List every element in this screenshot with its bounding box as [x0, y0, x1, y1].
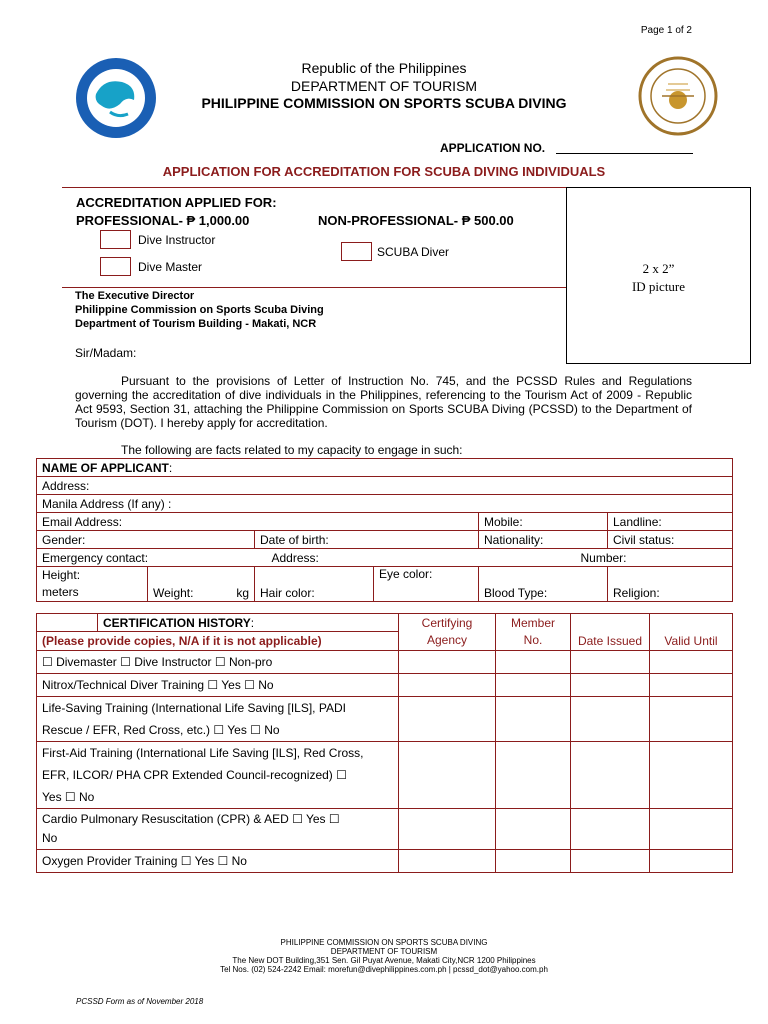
dive-master-checkbox[interactable]: [100, 257, 131, 276]
first-aid-line3: Yes ☐ No: [42, 790, 95, 804]
cert-blank-cell: [37, 614, 98, 632]
cert-cell[interactable]: [650, 674, 733, 697]
name-of-applicant-field[interactable]: NAME OF APPLICANT:: [37, 459, 733, 477]
footer-contact: Tel Nos. (02) 524-2242 Email: morefun@divephilippines.com.ph | pcssd_dot@yahoo.com.ph: [220, 965, 548, 974]
facts-line: The following are facts related to my capacity to engage in such:: [121, 443, 463, 457]
cert-row-cpr[interactable]: [37, 809, 399, 850]
cert-heading-cell: CERTIFICATION HISTORY:: [98, 614, 399, 632]
emergency-contact-label: Emergency contact:: [42, 550, 149, 565]
cert-cell[interactable]: [496, 742, 571, 809]
life-saving-line1: Life-Saving Training (International Life Saving [ILS], PADI: [42, 701, 346, 715]
divider: [62, 287, 566, 288]
non-professional-label: NON-PROFESSIONAL- ₱ 500.00: [318, 213, 514, 228]
footer-department: DEPARTMENT OF TOURISM: [330, 947, 438, 956]
cert-cell[interactable]: [571, 651, 650, 674]
cert-cell[interactable]: [399, 742, 496, 809]
id-picture-label: ID picture: [631, 279, 686, 294]
professional-label: PROFESSIONAL- ₱ 1,000.00: [76, 213, 250, 228]
cert-row-life-saving[interactable]: [37, 697, 399, 742]
application-no-field[interactable]: [556, 153, 693, 154]
footer-address: The New DOT Building,351 Sen. Gil Puyat Avenue, Makati City,NCR 1200 Philippines: [232, 956, 536, 965]
cert-cell[interactable]: [650, 651, 733, 674]
cpr-line2: No: [42, 831, 58, 845]
divider: [62, 187, 566, 188]
addressee-title: The Executive Director: [75, 290, 195, 302]
header-commission: PHILIPPINE COMMISSION ON SPORTS SCUBA DIVING: [201, 95, 567, 111]
hair-color-field[interactable]: Hair color:: [255, 567, 374, 602]
cert-cell[interactable]: [650, 809, 733, 850]
cert-cell[interactable]: [650, 742, 733, 809]
cert-cell[interactable]: [650, 850, 733, 873]
dive-instructor-label: Dive Instructor: [138, 233, 216, 247]
application-no-label: APPLICATION NO.: [440, 141, 546, 155]
emergency-contact-row[interactable]: [37, 549, 733, 567]
cert-cell[interactable]: [571, 742, 650, 809]
addressee-location: Department of Tourism Building - Makati, NCR: [75, 318, 317, 330]
body-paragraph: Pursuant to the provisions of Letter of Instruction No. 745, and the PCSSD Rules and Regulations governing the accreditation of dive individuals in the Philippines, referencing to the Tourism Act of 2009 - Republic Act 9593, Section 31, attaching the Philippine Commission on Sports SCUBA Diving (PCSSD) to the Department of Tourism (DOT). I hereby apply for accreditation.: [75, 374, 692, 430]
kg-unit: kg: [236, 586, 249, 600]
nationality-field[interactable]: Nationality:: [479, 531, 608, 549]
civil-status-field[interactable]: Civil status:: [608, 531, 733, 549]
first-aid-line1: First-Aid Training (International Life Saving [ILS], Red Cross,: [42, 746, 364, 760]
cert-cell[interactable]: [496, 697, 571, 742]
header-republic: Republic of the Philippines: [301, 60, 467, 76]
certification-table: [36, 613, 733, 873]
religion-field[interactable]: Religion:: [608, 567, 733, 602]
cert-cell[interactable]: [399, 674, 496, 697]
cert-cell[interactable]: [571, 809, 650, 850]
weight-field[interactable]: [148, 567, 255, 602]
scuba-diver-label: SCUBA Diver: [377, 245, 450, 259]
header-department: DEPARTMENT OF TOURISM: [290, 78, 478, 94]
addressee-org: Philippine Commission on Sports Scuba Diving: [75, 304, 324, 316]
eye-color-field[interactable]: Eye color:: [374, 567, 479, 602]
footer-commission: PHILIPPINE COMMISSION ON SPORTS SCUBA DIVING: [280, 938, 488, 947]
col-valid-until: Valid Until: [650, 614, 733, 651]
form-date-note: PCSSD Form as of November 2018: [76, 997, 204, 1006]
gender-field[interactable]: Gender:: [37, 531, 255, 549]
cert-cell[interactable]: [571, 697, 650, 742]
height-field[interactable]: [37, 567, 148, 602]
certification-heading: CERTIFICATION HISTORY: [103, 615, 251, 630]
height-label: Height:: [42, 568, 81, 582]
dive-master-label: Dive Master: [138, 260, 203, 274]
cert-cell[interactable]: [571, 674, 650, 697]
cert-note: (Please provide copies, N/A if it is not applicable): [37, 632, 399, 651]
manila-address-field[interactable]: Manila Address (If any) :: [37, 495, 733, 513]
cpr-line1: Cardio Pulmonary Resuscitation (CPR) & AED ☐ Yes ☐: [42, 812, 340, 826]
cert-cell[interactable]: [571, 850, 650, 873]
landline-field[interactable]: Landline:: [608, 513, 733, 531]
first-aid-line2: EFR, ILCOR/ PHA CPR Extended Council-recognized) ☐: [42, 768, 347, 782]
col-member-no: Member No.: [496, 614, 571, 651]
cert-row-first-aid[interactable]: [37, 742, 399, 809]
form-title: APPLICATION FOR ACCREDITATION FOR SCUBA DIVING INDIVIDUALS: [162, 164, 606, 179]
col-certifying-agency: Certifying Agency: [399, 614, 496, 651]
applicant-table: [36, 458, 733, 602]
cert-row-oxygen[interactable]: Oxygen Provider Training ☐ Yes ☐ No: [37, 850, 399, 873]
cert-cell[interactable]: [399, 697, 496, 742]
id-picture-size: 2 x 2”: [642, 261, 675, 276]
cert-cell[interactable]: [399, 651, 496, 674]
id-picture-box[interactable]: [566, 187, 751, 364]
page-number: Page 1 of 2: [640, 25, 692, 36]
address-field[interactable]: Address:: [37, 477, 733, 495]
blood-type-field[interactable]: Blood Type:: [479, 567, 608, 602]
dob-field[interactable]: Date of birth:: [255, 531, 479, 549]
emergency-address-label: Address:: [271, 550, 319, 565]
mobile-field[interactable]: Mobile:: [479, 513, 608, 531]
dive-instructor-checkbox[interactable]: [100, 230, 131, 249]
cert-cell[interactable]: [496, 651, 571, 674]
scuba-diver-checkbox[interactable]: [341, 242, 372, 261]
cert-cell[interactable]: [496, 850, 571, 873]
cert-cell[interactable]: [650, 697, 733, 742]
life-saving-line2: Rescue / EFR, Red Cross, etc.) ☐ Yes ☐ No: [42, 723, 280, 737]
emergency-number-label: Number:: [580, 550, 627, 565]
salutation: Sir/Madam:: [75, 346, 137, 360]
cert-row-nitrox[interactable]: Nitrox/Technical Diver Training ☐ Yes ☐ No: [37, 674, 399, 697]
cert-cell[interactable]: [399, 850, 496, 873]
email-field[interactable]: Email Address:: [37, 513, 479, 531]
weight-label: Weight:: [153, 586, 194, 600]
cert-cell[interactable]: [399, 809, 496, 850]
accreditation-heading: ACCREDITATION APPLIED FOR:: [76, 195, 277, 210]
meters-unit: meters: [42, 585, 79, 599]
col-date-issued: Date Issued: [571, 614, 650, 651]
name-label: NAME OF APPLICANT: [42, 460, 169, 475]
cert-cell[interactable]: [496, 674, 571, 697]
cert-row-divemaster[interactable]: ☐ Divemaster ☐ Dive Instructor ☐ Non-pro: [37, 651, 399, 674]
cert-cell[interactable]: [496, 809, 571, 850]
